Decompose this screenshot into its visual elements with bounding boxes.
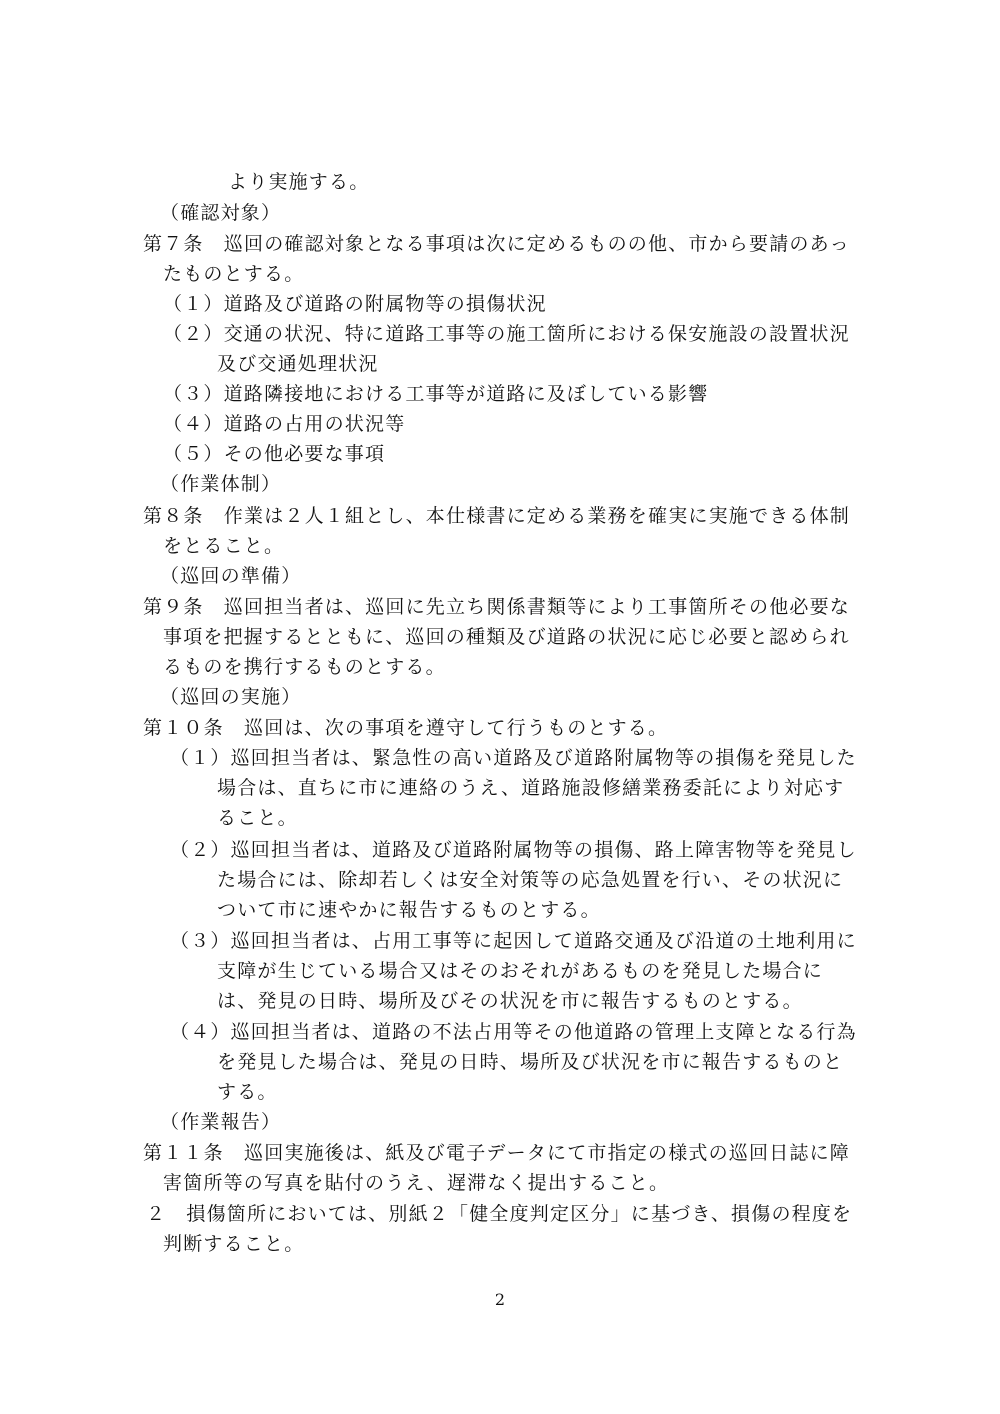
text-line: るものを携行するものとする。 <box>163 656 446 678</box>
text-line: 事項を把握するとともに、巡回の種類及び道路の状況に応じ必要と認められ <box>163 626 850 648</box>
article-8: 第８条 作業は２人１組とし、本仕様書に定める業務を確実に実施できる体制 <box>143 505 851 527</box>
section-heading: （巡回の準備） <box>160 565 302 587</box>
list-item: （３）道路隣接地における工事等が道路に及ぼしている影響 <box>163 383 709 405</box>
text-line: 害箇所等の写真を貼付のうえ、遅滞なく提出すること。 <box>163 1172 670 1194</box>
section-heading: （作業報告） <box>160 1111 282 1133</box>
list-item: （４）巡回担当者は、道路の不法占用等その他道路の管理上支障となる行為 <box>170 1021 857 1043</box>
article-10: 第１０条 巡回は、次の事項を遵守して行うものとする。 <box>143 717 669 739</box>
text-line: 支障が生じている場合又はそのおそれがあるものを発見した場合に <box>217 960 824 982</box>
text-line: た場合には、除却若しくは安全対策等の応急処置を行い、その状況に <box>217 869 844 891</box>
section-heading: （作業体制） <box>160 473 282 495</box>
article-9: 第９条 巡回担当者は、巡回に先立ち関係書類等により工事箇所その他必要な <box>143 596 851 618</box>
text-line: は、発見の日時、場所及びその状況を市に報告するものとする。 <box>217 990 803 1012</box>
list-item: （２）交通の状況、特に道路工事等の施工箇所における保安施設の設置状況 <box>163 323 850 345</box>
text-line: ること。 <box>217 807 298 829</box>
article-7: 第７条 巡回の確認対象となる事項は次に定めるものの他、市から要請のあっ <box>143 233 850 255</box>
list-item: （１）巡回担当者は、緊急性の高い道路及び道路附属物等の損傷を発見した <box>170 747 857 769</box>
article-11: 第１１条 巡回実施後は、紙及び電子データにて市指定の様式の巡回日誌に障 <box>143 1142 851 1164</box>
text-line: 及び交通処理状況 <box>217 353 379 375</box>
list-item: （１）道路及び道路の附属物等の損傷状況 <box>163 293 547 315</box>
list-item: （４）道路の占用の状況等 <box>163 413 406 435</box>
list-item: （３）巡回担当者は、占用工事等に起因して道路交通及び沿道の土地利用に <box>170 930 857 952</box>
text-line: より実施する。 <box>228 171 370 193</box>
list-item: （５）その他必要な事項 <box>163 443 386 465</box>
text-line: する。 <box>217 1081 278 1103</box>
page-number: 2 <box>494 1290 506 1309</box>
text-line: を発見した場合は、発見の日時、場所及び状況を市に報告するものと <box>217 1051 844 1073</box>
text-line: ついて市に速やかに報告するものとする。 <box>217 899 601 921</box>
section-heading: （確認対象） <box>160 202 282 224</box>
text-line: 判断すること。 <box>163 1233 305 1255</box>
text-line: たものとする。 <box>163 263 305 285</box>
list-item: （２）巡回担当者は、道路及び道路附属物等の損傷、路上障害物等を発見し <box>170 839 857 861</box>
text-line: 場合は、直ちに市に連絡のうえ、道路施設修繕業務委託により対応す <box>217 777 845 799</box>
section-heading: （巡回の実施） <box>160 686 302 708</box>
text-line: をとること。 <box>163 535 285 557</box>
paragraph-2: ２ 損傷箇所においては、別紙２「健全度判定区分」に基づき、損傷の程度を <box>146 1203 853 1225</box>
